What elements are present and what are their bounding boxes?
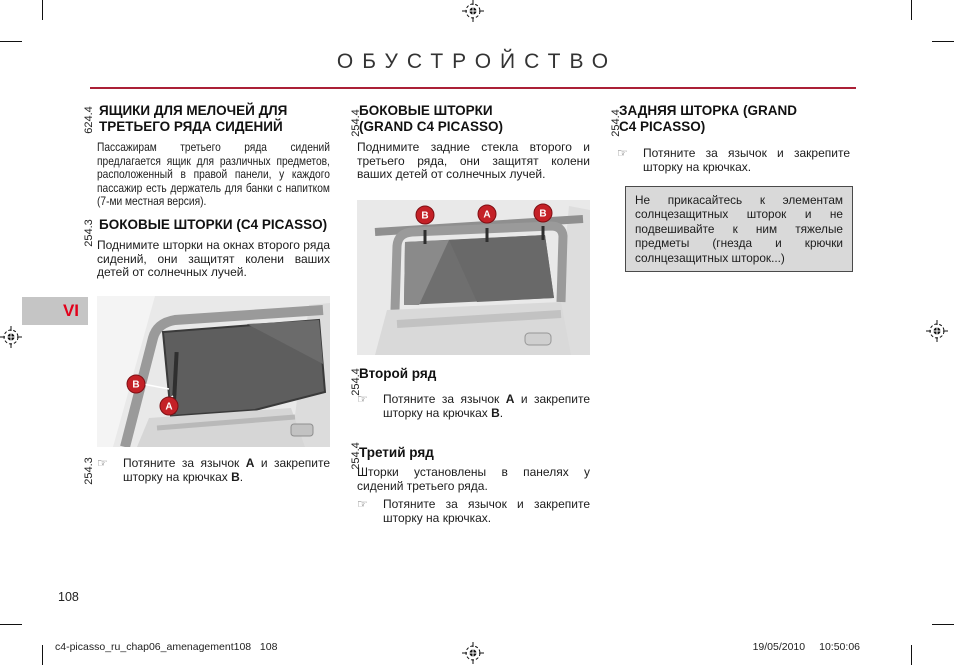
- label-a: А: [245, 456, 255, 470]
- door-panel: [375, 302, 571, 355]
- instruction-second-row: [357, 392, 590, 420]
- margin-ref-blinds-grand: 254.4: [350, 109, 362, 137]
- chapter-tab-label: VI: [62, 301, 79, 320]
- heading-third-row: Третий ряд: [359, 445, 434, 460]
- crop-mark: [911, 0, 912, 20]
- paragraph-side-blinds-c4: Поднимите шторки на окнах второго ряда сидений, они защитят колени ваших детей от солнечных лучей.: [97, 238, 330, 280]
- footer-filename: c4-picasso_ru_chap06_amenagement108 108: [55, 641, 278, 653]
- registration-mark-icon: [462, 642, 484, 664]
- pointer-hand-icon: ☞: [617, 146, 628, 160]
- title-rule: [90, 87, 856, 89]
- margin-ref-storage: 624.4: [83, 106, 95, 134]
- registration-mark-icon: [0, 326, 22, 348]
- paragraph-side-blinds-grand: Поднимите задние стекла второго и третьего ряда, они защитят колени ваших детей от солнечных лучей.: [357, 140, 590, 182]
- pointer-hand-icon: ☞: [357, 497, 368, 511]
- instruction-text: Потяните за язычок А и закрепите шторку на крючках В.: [123, 456, 330, 485]
- instruction-c4-blind: [97, 456, 330, 484]
- page-number: 108: [58, 590, 79, 604]
- instruction-text: Потяните за язычок и закрепите шторку на крючках.: [383, 497, 590, 526]
- figure-c4-side-window: [97, 296, 330, 447]
- crop-mark: [932, 624, 954, 625]
- instruction-rear-blind: [617, 146, 850, 174]
- marker-b-left-label: B: [421, 210, 429, 222]
- crop-mark: [911, 645, 912, 665]
- registration-mark-icon: [462, 0, 484, 22]
- footer-timestamp: [753, 641, 860, 653]
- margin-ref-rear-blind: 254.4: [610, 109, 622, 137]
- heading-side-blinds-c4: БОКОВЫЕ ШТОРКИ (C4 PICASSO): [99, 217, 328, 232]
- figure-grand-side-window: [357, 200, 590, 355]
- crop-mark: [932, 41, 954, 42]
- margin-ref-second-row: 254.4: [350, 368, 362, 396]
- heading-side-blinds-grand: БОКОВЫЕ ШТОРКИ (GRAND C4 PICASSO): [359, 103, 504, 134]
- instruction-third-row: [357, 497, 590, 525]
- crop-mark: [0, 41, 22, 42]
- door-handle: [291, 424, 313, 436]
- margin-ref-instruction-c4: 254.3: [83, 457, 95, 485]
- registration-mark-icon: [926, 320, 948, 342]
- pointer-hand-icon: ☞: [357, 392, 368, 406]
- label-b: В: [491, 406, 500, 421]
- marker-b-label: B: [132, 379, 140, 391]
- label-b: В: [231, 470, 240, 485]
- page-title: ОБУСТРОЙСТВО: [336, 50, 618, 73]
- door-handle: [525, 333, 551, 345]
- margin-ref-third-row: 254.4: [350, 442, 362, 470]
- crop-mark: [42, 0, 43, 20]
- heading-storage-boxes: ЯЩИКИ ДЛЯ МЕЛОЧЕЙ ДЛЯ ТРЕТЬЕГО РЯДА СИДЕНИЙ: [99, 103, 288, 134]
- marker-b-right-label: B: [539, 208, 547, 220]
- crop-mark: [0, 624, 22, 625]
- margin-ref-blinds-c4: 254.3: [83, 219, 95, 247]
- paragraph-storage-boxes: Пассажирам третьего ряда сидений предлагается ящик для различных предметов, расположенный в правой панели, у каждого пассажир есть держатель для банки с напитком (7-ми местная версия).: [97, 140, 330, 209]
- heading-rear-blind: ЗАДНЯЯ ШТОРКА (GRAND C4 PICASSO): [619, 103, 797, 134]
- heading-second-row: Второй ряд: [359, 366, 437, 381]
- crop-mark: [42, 645, 43, 665]
- label-a: А: [505, 392, 515, 406]
- warning-note-box: Не прикасайтесь к элементам солнцезащитных шторок и не подвешивайте к ним тяжелые предметы (гнезда и крючки солнцезащитных шторок...): [625, 186, 853, 272]
- instruction-text: Потяните за язычок А и закрепите шторку на крючках В.: [383, 392, 590, 421]
- paragraph-third-row: Шторки установлены в панелях у сидений третьего ряда.: [357, 465, 590, 493]
- footer-date: 19/05/2010: [752, 641, 806, 653]
- instruction-text: Потяните за язычок и закрепите шторку на крючках.: [643, 146, 850, 175]
- footer-time: 10:50:06: [819, 641, 860, 653]
- marker-a-label: A: [165, 401, 173, 413]
- chapter-tab: [22, 297, 88, 325]
- pointer-hand-icon: ☞: [97, 456, 108, 470]
- marker-a-label: A: [483, 209, 491, 221]
